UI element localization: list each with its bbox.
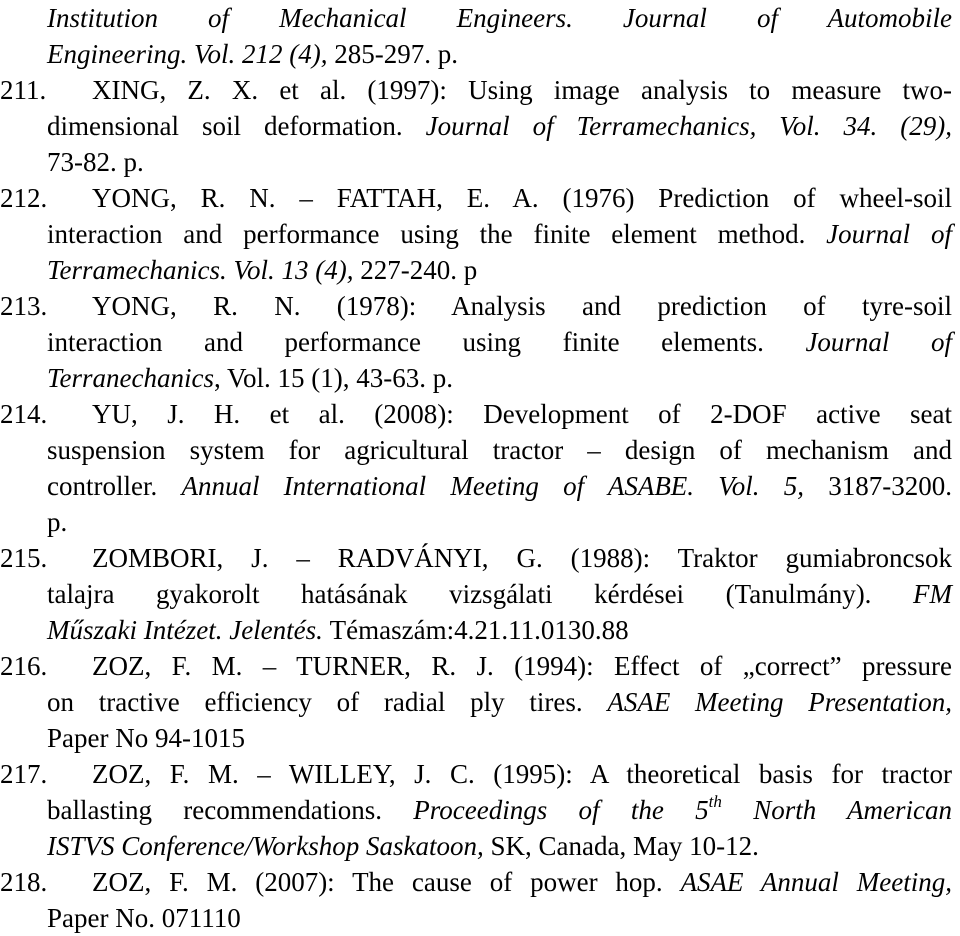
reference-text: , Vol. 15 (1), 43-63. p. (214, 363, 454, 393)
reference-text: YONG, R. N. (1978): Analysis and prediction of tyre-soil (92, 291, 952, 321)
reference-text: Terranechanics (47, 363, 214, 393)
reference-text: FM (913, 579, 952, 609)
reference-text: North American (721, 795, 953, 825)
reference-text: ASAE Meeting Presentation, (607, 687, 952, 717)
reference-line (47, 468, 952, 504)
ref-7-line-1 (47, 792, 953, 825)
ref-0-line-0 (47, 3, 952, 33)
reference-text: suspension system for agricultural tractor – design of mechanism and (47, 435, 952, 465)
reference-line (92, 288, 952, 324)
ref-6-line-0 (92, 651, 952, 681)
reference-text: ZOMBORI, J. – RADVÁNYI, G. (1988): Traktor gumiabroncsok (92, 543, 952, 573)
ref-3-line-2 (47, 363, 453, 393)
reference-line (47, 252, 952, 288)
reference-text: 285-297. p. (334, 39, 458, 69)
reference-line (92, 180, 952, 216)
reference-text: YU, J. H. et al. (2008): Development of 2-DOF active seat (92, 399, 952, 429)
reference-text: controller. (47, 471, 182, 501)
reference-text: Paper No 94-1015 (47, 723, 245, 753)
ref-5-line-1 (47, 579, 952, 609)
reference-number: 212. (0, 183, 48, 213)
reference-text: XING, Z. X. et al. (1997): Using image analysis to measure two- (92, 75, 952, 105)
reference-line (47, 216, 952, 252)
reference-line (92, 756, 952, 792)
ref-6-line-2 (47, 723, 245, 753)
reference-number: 216. (0, 651, 48, 681)
reference-line (47, 504, 952, 540)
ref-5-line-2 (47, 615, 629, 645)
reference-text: 227-240. p (360, 255, 478, 285)
reference-line (47, 792, 952, 828)
ref-2-line-2 (47, 255, 477, 285)
reference-text: interaction and performance using the finite element method. (47, 219, 827, 249)
ref-4-line-2 (47, 471, 952, 501)
ref-4-line-3 (47, 507, 67, 537)
ref-1-line-2 (47, 147, 144, 177)
reference-line (47, 612, 952, 648)
reference-number: 218. (0, 867, 48, 897)
reference-line (47, 36, 952, 72)
reference-text: ZOZ, F. M. (2007): The cause of power hop. (92, 867, 681, 897)
ref-0-line-1 (47, 39, 458, 69)
reference-text: 3187-3200. (828, 471, 952, 501)
reference-line (92, 648, 952, 684)
reference-text: Institution of Mechanical Engineers. Journal of Automobile (47, 3, 952, 33)
ref-2-line-0 (92, 183, 952, 213)
reference-number: 211. (0, 75, 47, 105)
reference-text: on tractive efficiency of radial ply tires. (47, 687, 608, 717)
ref-3-line-1 (47, 327, 952, 357)
reference-line (92, 540, 952, 576)
reference-line (47, 360, 952, 396)
ref-3-line-0 (92, 291, 952, 321)
reference-text: Műszaki Intézet. Jelentés. (47, 615, 330, 645)
reference-line (92, 72, 952, 108)
reference-text: talajra gyakorolt hatásának vizsgálati kérdései (Tanulmány). (47, 579, 914, 609)
reference-text: Proceedings of the 5 (413, 795, 709, 825)
ref-7-line-0 (92, 759, 952, 789)
reference-text: Terramechanics. Vol. 13 (4), (47, 255, 361, 285)
reference-text: Témaszám:4.21.11.0130.88 (329, 615, 629, 645)
reference-line (47, 324, 952, 360)
reference-text: ISTVS Conference/Workshop Saskatoon, (47, 831, 491, 861)
reference-line (47, 108, 952, 144)
reference-line (47, 828, 952, 864)
reference-text: ZOZ, F. M. – TURNER, R. J. (1994): Effect of „correct” pressure (92, 651, 952, 681)
reference-line (47, 576, 952, 612)
reference-text: interaction and performance using finite elements. (47, 327, 806, 357)
reference-number: 213. (0, 291, 48, 321)
reference-text: ASAE Annual Meeting, (680, 867, 952, 897)
reference-text: Journal of (826, 219, 952, 249)
reference-line (47, 900, 952, 936)
ref-4-line-1 (47, 435, 952, 465)
reference-text: Annual International Meeting of ASABE. Vol. 5, (181, 471, 829, 501)
reference-text: YONG, R. N. – FATTAH, E. A. (1976) Prediction of wheel-soil (92, 183, 952, 213)
reference-text: p. (47, 507, 68, 537)
reference-number: 217. (0, 759, 48, 789)
ref-7-line-2 (47, 831, 759, 861)
reference-line (92, 864, 952, 900)
reference-text: Journal of (805, 327, 952, 357)
reference-text: Engineering. Vol. 212 (4), (47, 39, 335, 69)
reference-text: 73-82. p. (47, 147, 144, 177)
ref-5-line-0 (92, 543, 952, 573)
reference-text: ballasting recommendations. (47, 795, 414, 825)
reference-line (47, 144, 952, 180)
reference-line (92, 396, 952, 432)
ref-8-line-0 (92, 867, 952, 897)
ref-4-line-0 (92, 399, 952, 429)
reference-text: SK, Canada, May 10-12. (490, 831, 759, 861)
ref-1-line-0 (92, 75, 952, 105)
reference-text: dimensional soil deformation. (47, 111, 426, 141)
reference-line (47, 432, 952, 468)
reference-line (47, 720, 952, 756)
reference-number: 214. (0, 399, 48, 429)
reference-line (47, 684, 952, 720)
ref-2-line-1 (47, 219, 952, 249)
reference-line (47, 0, 952, 36)
reference-text: ZOZ, F. M. – WILLEY, J. C. (1995): A theoretical basis for tractor (92, 759, 952, 789)
ref-1-line-1 (47, 111, 952, 141)
reference-text: th (708, 792, 722, 811)
ref-8-line-1 (47, 903, 241, 933)
reference-number: 215. (0, 543, 48, 573)
reference-text: Journal of Terramechanics, Vol. 34. (29), (425, 111, 952, 141)
reference-text: Paper No. 071110 (47, 903, 241, 933)
ref-6-line-1 (47, 687, 952, 717)
